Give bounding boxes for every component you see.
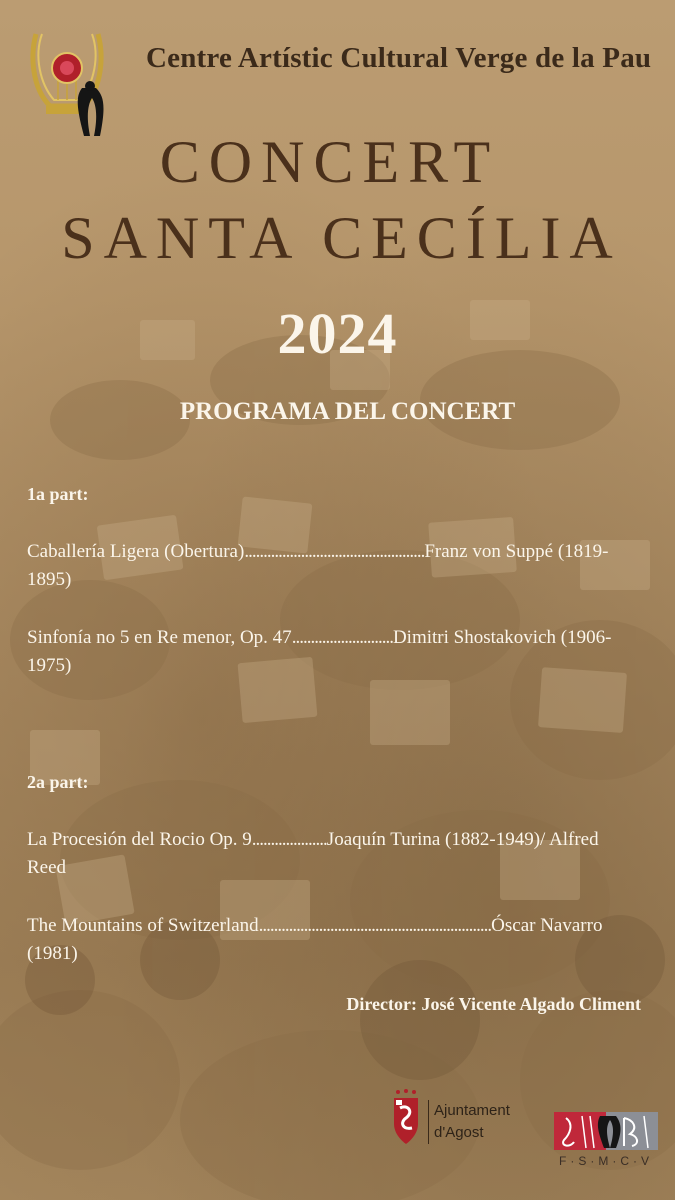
piece-title: Caballería Ligera (Obertura) <box>27 541 245 562</box>
piece-title: Sinfonía no 5 en Re menor, Op. 47 <box>27 627 292 648</box>
lyre-logo-icon <box>26 26 108 142</box>
piece-dots: .............................................................. <box>258 915 492 936</box>
organization-name: Centre Artístic Cultural Verge de la Pau <box>146 42 652 74</box>
ajuntament-text <box>428 1100 510 1144</box>
ajuntament-agost-logo <box>388 1088 528 1152</box>
piece-composer-cont: Reed <box>27 857 67 878</box>
program-piece <box>27 826 647 882</box>
ajuntament-line2: d'Agost <box>434 1124 484 1141</box>
piece-dots: ................................................ <box>244 541 425 562</box>
piece-composer: Óscar Navarro <box>491 915 603 936</box>
fsmcv-logo <box>552 1110 660 1176</box>
piece-title: La Procesión del Rocio Op. 9 <box>27 829 252 850</box>
ajuntament-shield-icon <box>388 1088 424 1150</box>
piece-dots: .................... <box>251 829 327 850</box>
piece-dots: ........................... <box>291 627 393 648</box>
piece-composer-cont: (1981) <box>27 943 78 964</box>
fsmcv-text: F·S·M·C·V <box>559 1154 653 1168</box>
piece-composer-cont: 1975) <box>27 655 72 676</box>
part1-label: 1a part: <box>27 484 89 504</box>
concert-year: 2024 <box>277 301 398 366</box>
program-piece <box>27 624 647 680</box>
program-piece <box>27 538 647 594</box>
concert-title-line2: SANTA CECÍLIA <box>61 205 622 271</box>
part2-label: 2a part: <box>27 772 89 792</box>
piece-composer-cont: 1895) <box>27 569 72 590</box>
program-heading: PROGRAMA DEL CONCERT <box>179 398 516 425</box>
piece-title: The Mountains of Switzerland <box>27 915 259 936</box>
ajuntament-line1: Ajuntament <box>434 1102 510 1119</box>
piece-composer: Franz von Suppé (1819- <box>424 541 609 562</box>
director-credit: Director: José Vicente Algado Climent <box>346 994 641 1014</box>
piece-composer: Joaquín Turina (1882-1949)/ Alfred <box>326 829 599 850</box>
fsmcv-emblem-icon <box>552 1110 660 1152</box>
piece-composer: Dimitri Shostakovich (1906- <box>392 627 612 648</box>
concert-title-line1: CONCERT <box>159 129 500 195</box>
program-piece <box>27 912 647 968</box>
